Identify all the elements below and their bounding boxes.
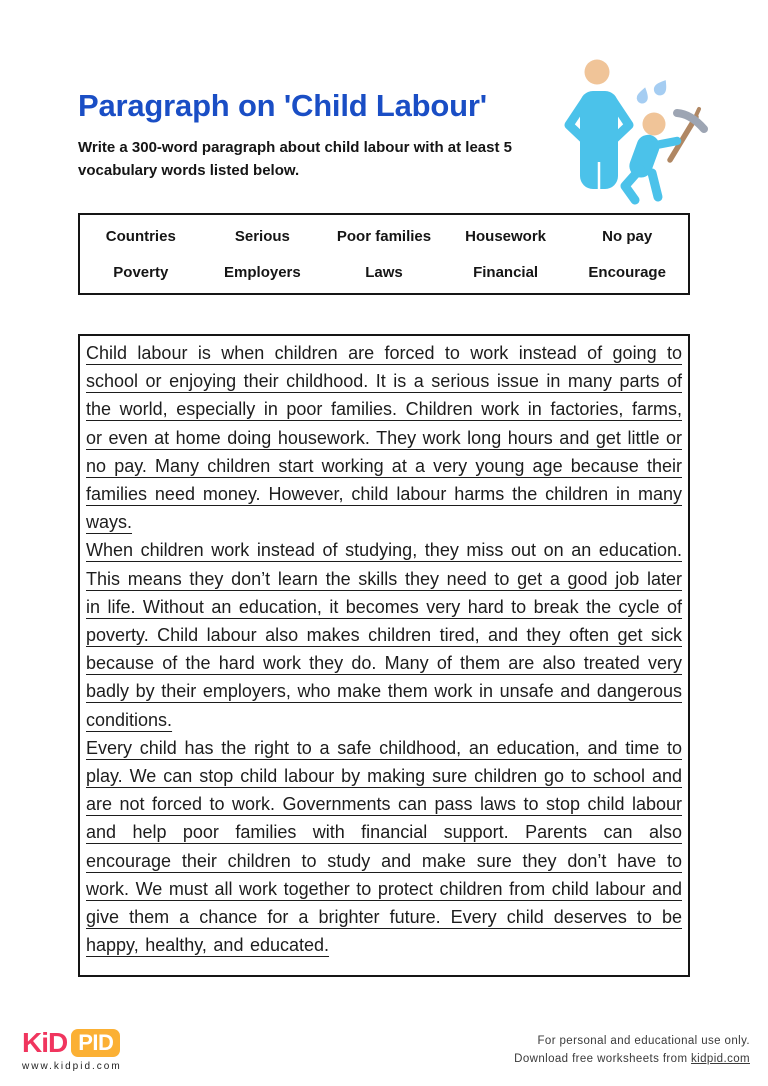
vocabulary-word: Laws — [365, 263, 403, 281]
kidpid-website-text: www.kidpid.com — [22, 1061, 122, 1072]
pickaxe-icon — [670, 109, 704, 160]
vocabulary-word: Poverty — [113, 263, 169, 281]
vocabulary-word: Housework — [465, 227, 547, 245]
vocabulary-word: Countries — [105, 227, 176, 245]
vocabulary-word: Financial — [473, 263, 539, 281]
kidpid-logo-kid-text: KiD — [22, 1027, 68, 1058]
footer-note — [514, 1032, 750, 1068]
essay-paragraph: When children work instead of studying, they miss out on an education. This means they don’t learn the skills they need to get a good job later in life. Without an education, it becomes very hard to break the cycle of poverty. Child labour also makes children tired, and they often get sick because of the hard work they do. Many of them are also treated very badly by their employers, who make them work in unsafe and dangerous conditions. — [86, 540, 682, 730]
usage-note: For personal and educational use only. — [537, 1035, 750, 1047]
kidpid-link[interactable]: kidpid.com — [691, 1053, 750, 1065]
download-note-text: Download free worksheets from — [514, 1053, 692, 1065]
sweat-drops-icon — [635, 77, 670, 105]
page-title: Paragraph on 'Child Labour' — [78, 88, 487, 123]
vocabulary-word: Serious — [234, 227, 290, 245]
instructions-text: Write a 300-word paragraph about child labour with at least 5 vocabulary words listed below. — [78, 139, 512, 179]
vocabulary-word: Employers — [224, 263, 301, 281]
kidpid-logo — [22, 1028, 122, 1072]
kidpid-logo-pid-badge: PID — [71, 1029, 120, 1057]
essay-paragraph: Every child has the right to a safe childhood, an education, and time to play. We can stop child labour by making sure children go to school and are not forced to work. Governments can pass laws to stop child labour and help poor families with financial support. Parents can also encourage their children to study and make sure they don’t have to work. We must all work together to protect children from child labour and give them a chance for a brighter future. Every child deserves to be happy, healthy, and educated. — [86, 737, 682, 956]
kidpid-logo-row — [22, 1028, 122, 1058]
download-note — [514, 1050, 750, 1068]
adult-figure-icon — [569, 60, 629, 190]
vocabulary-word: Poor families — [336, 227, 432, 245]
vocabulary-word: Encourage — [588, 263, 666, 281]
vocabulary-box — [78, 213, 690, 295]
essay-paragraph: Child labour is when children are forced to work instead of going to school or enjoying their childhood. It is a serious issue in many parts of the world, especially in poor families. Children work in factories, farms, or even at home doing housework. They work long hours and get little or no pay. Many children start working at a very young age because their families need money. However, child labour harms the children in many ways. — [86, 343, 682, 533]
vocabulary-word: No pay — [602, 227, 653, 245]
child-labour-illustration-icon — [563, 46, 723, 206]
essay-box — [78, 334, 690, 977]
